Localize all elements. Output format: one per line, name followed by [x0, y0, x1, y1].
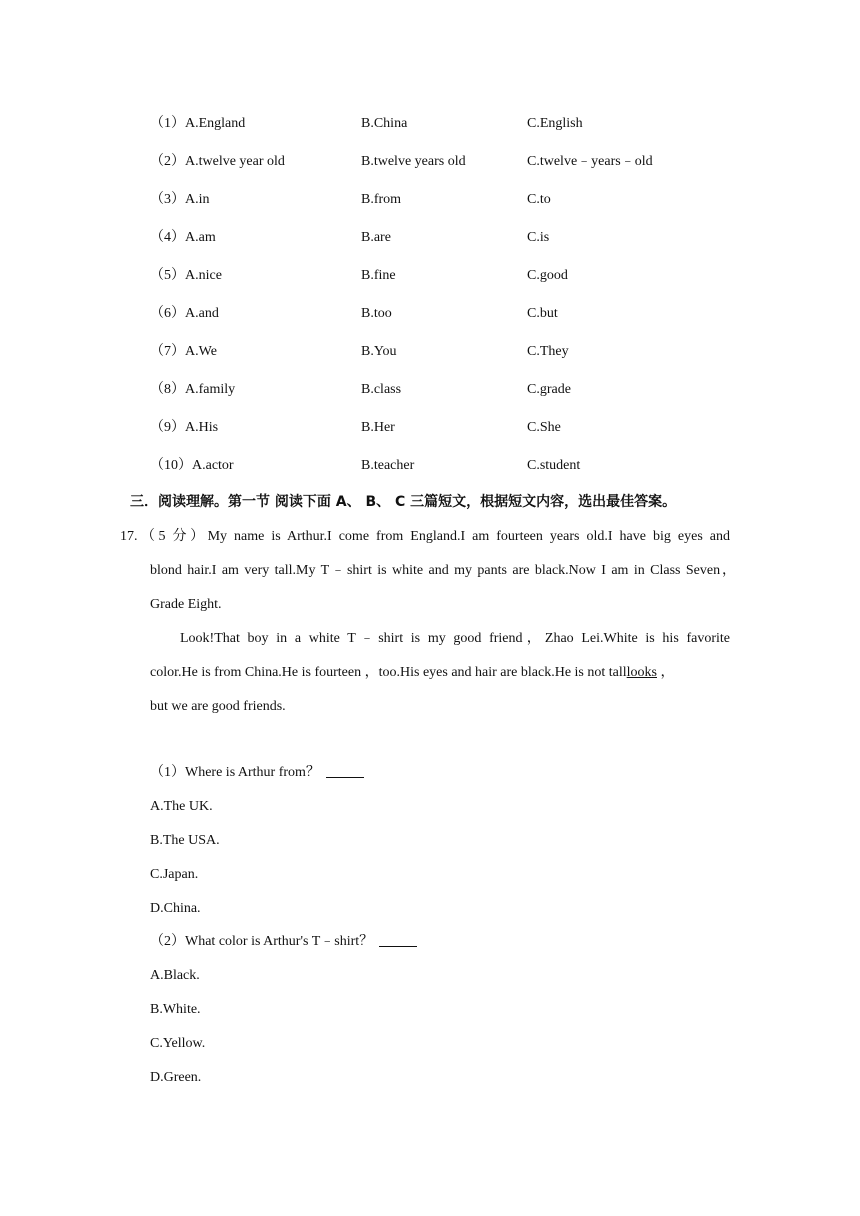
option-c: C.twelve﹣years﹣old	[527, 154, 653, 169]
passage-line: Grade Eight.	[150, 597, 222, 612]
option-a: （1）A.England	[150, 116, 246, 131]
option-a: （2）A.twelve year old	[150, 154, 285, 169]
choice: B.White.	[150, 1002, 201, 1017]
answer-blank[interactable]	[379, 932, 417, 947]
option-c: C.to	[527, 192, 551, 207]
option-c: C.good	[527, 268, 568, 283]
passage-text: color.He is from China.He is fourteen ，too.His eyes and hair are black.He is not tall	[150, 665, 627, 680]
underlined-word: looks	[626, 665, 657, 680]
option-a: （4）A.am	[150, 230, 216, 245]
option-c: C.is	[527, 230, 550, 245]
option-a: （8）A.family	[150, 382, 236, 397]
passage-line: but we are good friends.	[150, 699, 286, 714]
choice: D.China.	[150, 901, 201, 916]
answer-blank[interactable]	[326, 763, 364, 778]
choice: C.Yellow.	[150, 1036, 206, 1051]
passage-line: blond hair.I am very tall.My T﹣shirt is white and my pants are black.Now I am in Class Seven，	[150, 563, 736, 578]
option-a: （9）A.His	[150, 420, 219, 435]
option-a: （5）A.nice	[150, 268, 222, 283]
question-prompt	[150, 932, 417, 952]
option-b: B.Her	[361, 420, 395, 435]
option-b: B.fine	[361, 268, 396, 283]
option-c: C.student	[527, 458, 581, 473]
option-c: C.They	[527, 344, 569, 359]
option-c: C.grade	[527, 382, 571, 397]
choice: A.Black.	[150, 968, 200, 983]
option-c: C.but	[527, 306, 558, 321]
option-c: C.English	[527, 116, 583, 131]
question-text: （2）What color is Arthur's T﹣shirt？	[150, 934, 374, 949]
passage-line: 17.（5 分）My name is Arthur.I come from England.I am fourteen years old.I have big eyes and	[120, 529, 730, 544]
option-b: B.too	[361, 306, 392, 321]
choice: D.Green.	[150, 1070, 202, 1085]
option-a: （7）A.We	[150, 344, 217, 359]
option-a: （3）A.in	[150, 192, 210, 207]
option-b: B.are	[361, 230, 391, 245]
option-b: B.class	[361, 382, 402, 397]
question-text: （1）Where is Arthur from？	[150, 765, 320, 780]
section-heading: 三．阅读理解。第一节 阅读下面 A、 B、 C 三篇短文，根据短文内容，选出最佳答案。	[130, 494, 677, 510]
option-b: B.twelve years old	[361, 154, 466, 169]
option-b: B.teacher	[361, 458, 415, 473]
passage-line	[150, 662, 730, 684]
passage-line: Look!That boy in a white T﹣shirt is my good friend，Zhao Lei.White is his favorite	[180, 631, 730, 646]
choice: A.The UK.	[150, 799, 213, 814]
option-a: （10）A.actor	[150, 458, 234, 473]
option-b: B.from	[361, 192, 402, 207]
option-b: B.China	[361, 116, 408, 131]
passage-text: ，	[657, 665, 675, 680]
option-a: （6）A.and	[150, 306, 219, 321]
choice: C.Japan.	[150, 867, 199, 882]
question-prompt	[150, 763, 364, 783]
choice: B.The USA.	[150, 833, 220, 848]
option-b: B.You	[361, 344, 397, 359]
option-c: C.She	[527, 420, 561, 435]
